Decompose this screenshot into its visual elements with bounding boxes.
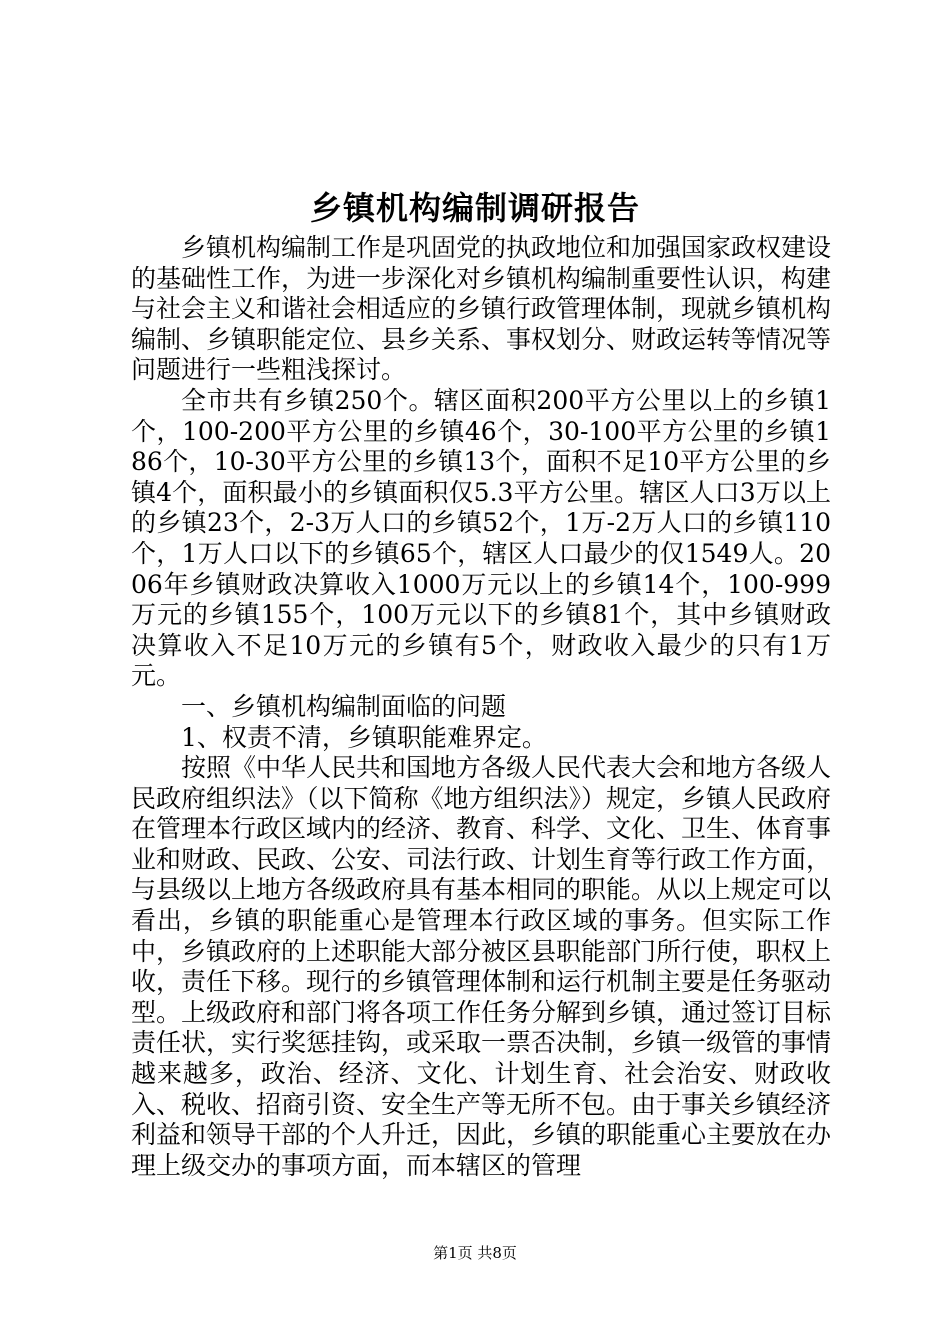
subsection-heading-responsibilities: 1、权责不清，乡镇职能难界定。 <box>181 722 547 752</box>
paragraph-intro: 乡镇机构编制工作是巩固党的执政地位和加强国家政权建设的基础性工作，为进一步深化对乡镇机构编制重要性认识，构建与社会主义和谐社会相适应的乡镇行政管理体制，现就乡镇机构编制、乡镇职能定位、县乡关系、事权划分、财政运转等情况等问题进行一些粗浅探讨。 <box>131 233 832 385</box>
paragraph-organization-law: 按照《中华人民共和国地方各级人民代表大会和地方各级人民政府组织法》（以下简称《地方组织法》）规定，乡镇人民政府在管理本行政区域内的经济、教育、科学、文化、卫生、体育事业和财政、民政、公安、司法行政、计划生育等行政工作方面，与县级以上地方各级政府具有基本相同的职能。从以上规定可以看出，乡镇的职能重心是管理本行政区域的事务。但实际工作中，乡镇政府的上述职能大部分被区县职能部门所行使，职权上收，责任下移。现行的乡镇管理体制和运行机制主要是任务驱动型。上级政府和部门将各项工作任务分解到乡镇，通过签订目标责任状，实行奖惩挂钩，或采取一票否决制，乡镇一级管的事情越来越多，政治、经济、文化、计划生育、社会治安、财政收入、税收、招商引资、安全生产等无所不包。由于事关乡镇经济利益和领导干部的个人升迁，因此，乡镇的职能重心主要放在办理上级交办的事项方面，而本辖区的管理 <box>131 753 832 1180</box>
paragraph-statistics: 全市共有乡镇250个。辖区面积200平方公里以上的乡镇1个，100-200平方公里的乡镇46个，30-100平方公里的乡镇186个，10-30平方公里的乡镇13个，面积不足10平方公里的乡镇4个，面积最小的乡镇面积仅5.3平方公里。辖区人口3万以上的乡镇23个，2-3万人口的乡镇52个，1万-2万人口的乡镇110个，1万人口以下的乡镇65个，辖区人口最少的仅1549人。2006年乡镇财政决算收入1000万元以上的乡镇14个，100-999万元的乡镇155个，100万元以下的乡镇81个，其中乡镇财政决算收入不足10万元的乡镇有5个，财政收入最少的只有1万元。 <box>131 385 831 691</box>
page-footer: 第1页 共8页 <box>433 1244 517 1262</box>
section-heading-problems: 一、乡镇机构编制面临的问题 <box>181 691 507 721</box>
document-body <box>131 233 831 1181</box>
document-title: 乡镇机构编制调研报告 <box>309 189 640 227</box>
